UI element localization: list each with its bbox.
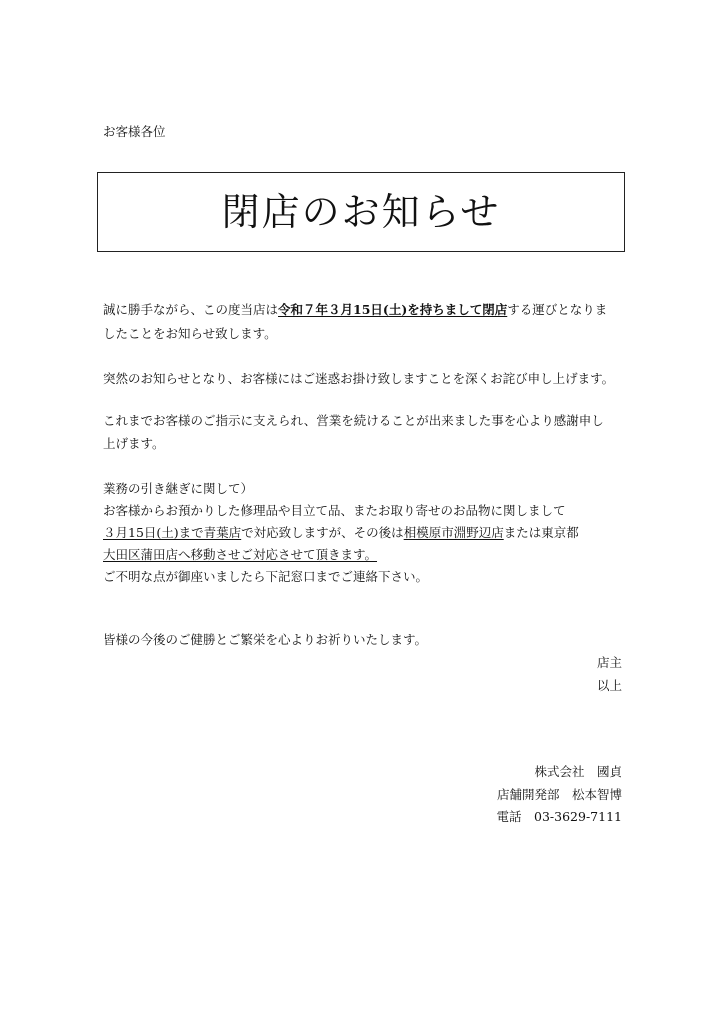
para4-line4: ご不明な点が御座いましたら下記窓口までご連絡下さい。 — [103, 569, 429, 584]
para3-line1: これまでお客様のご指示に支えられ、営業を続けることが出来ました事を心より感謝申し — [103, 413, 604, 428]
contact-company: 株式会社 國貞 — [534, 764, 622, 779]
contact-department: 店舗開発部 松本智博 — [496, 787, 622, 802]
closing-date-emphasis: 令和７年３月15日(土)を持ちまして閉店 — [278, 302, 508, 317]
title-box — [97, 172, 625, 252]
para1-text-a: 誠に勝手ながら、この度当店は — [103, 302, 279, 317]
signoff-end: 以上 — [596, 678, 622, 693]
kamata-store-move: 大田区蒲田店へ移動させご対応させて頂きます。 — [103, 547, 378, 562]
para1-text-b: する運びとなりま — [507, 302, 608, 317]
para1-line2: したことをお知らせ致します。 — [103, 326, 277, 341]
closing-remark: 皆様の今後のご健勝とご繁栄を心よりお祈りいたします。 — [103, 632, 428, 647]
para4-line1: お客様からお預かりした修理品や目立て品、またお取り寄せのお品物に関しまして — [103, 503, 566, 518]
aoba-store-until: ３月15日(土)まで青葉店 — [103, 525, 242, 540]
para4-line2 — [103, 525, 579, 541]
page-title: 閉店のお知らせ — [221, 190, 501, 234]
para4-heading: 業務の引き継ぎに関して） — [103, 481, 254, 496]
signoff-owner: 店主 — [596, 655, 622, 670]
para4-text-b: または東京都 — [503, 525, 579, 540]
contact-phone: 電話 03-3629-7111 — [496, 809, 622, 824]
para2: 突然のお知らせとなり、お客様にはご迷惑お掛け致しますことを深くお詫び申し上げます。 — [103, 371, 615, 386]
fuchinobe-store: 相模原市淵野辺店 — [403, 525, 504, 540]
para3-line2: 上げます。 — [103, 436, 165, 451]
para4-text-a: で対応致しますが、その後は — [241, 525, 404, 540]
para1-line1 — [103, 302, 607, 318]
salutation: お客様各位 — [103, 124, 166, 139]
para4-line3 — [103, 547, 377, 563]
